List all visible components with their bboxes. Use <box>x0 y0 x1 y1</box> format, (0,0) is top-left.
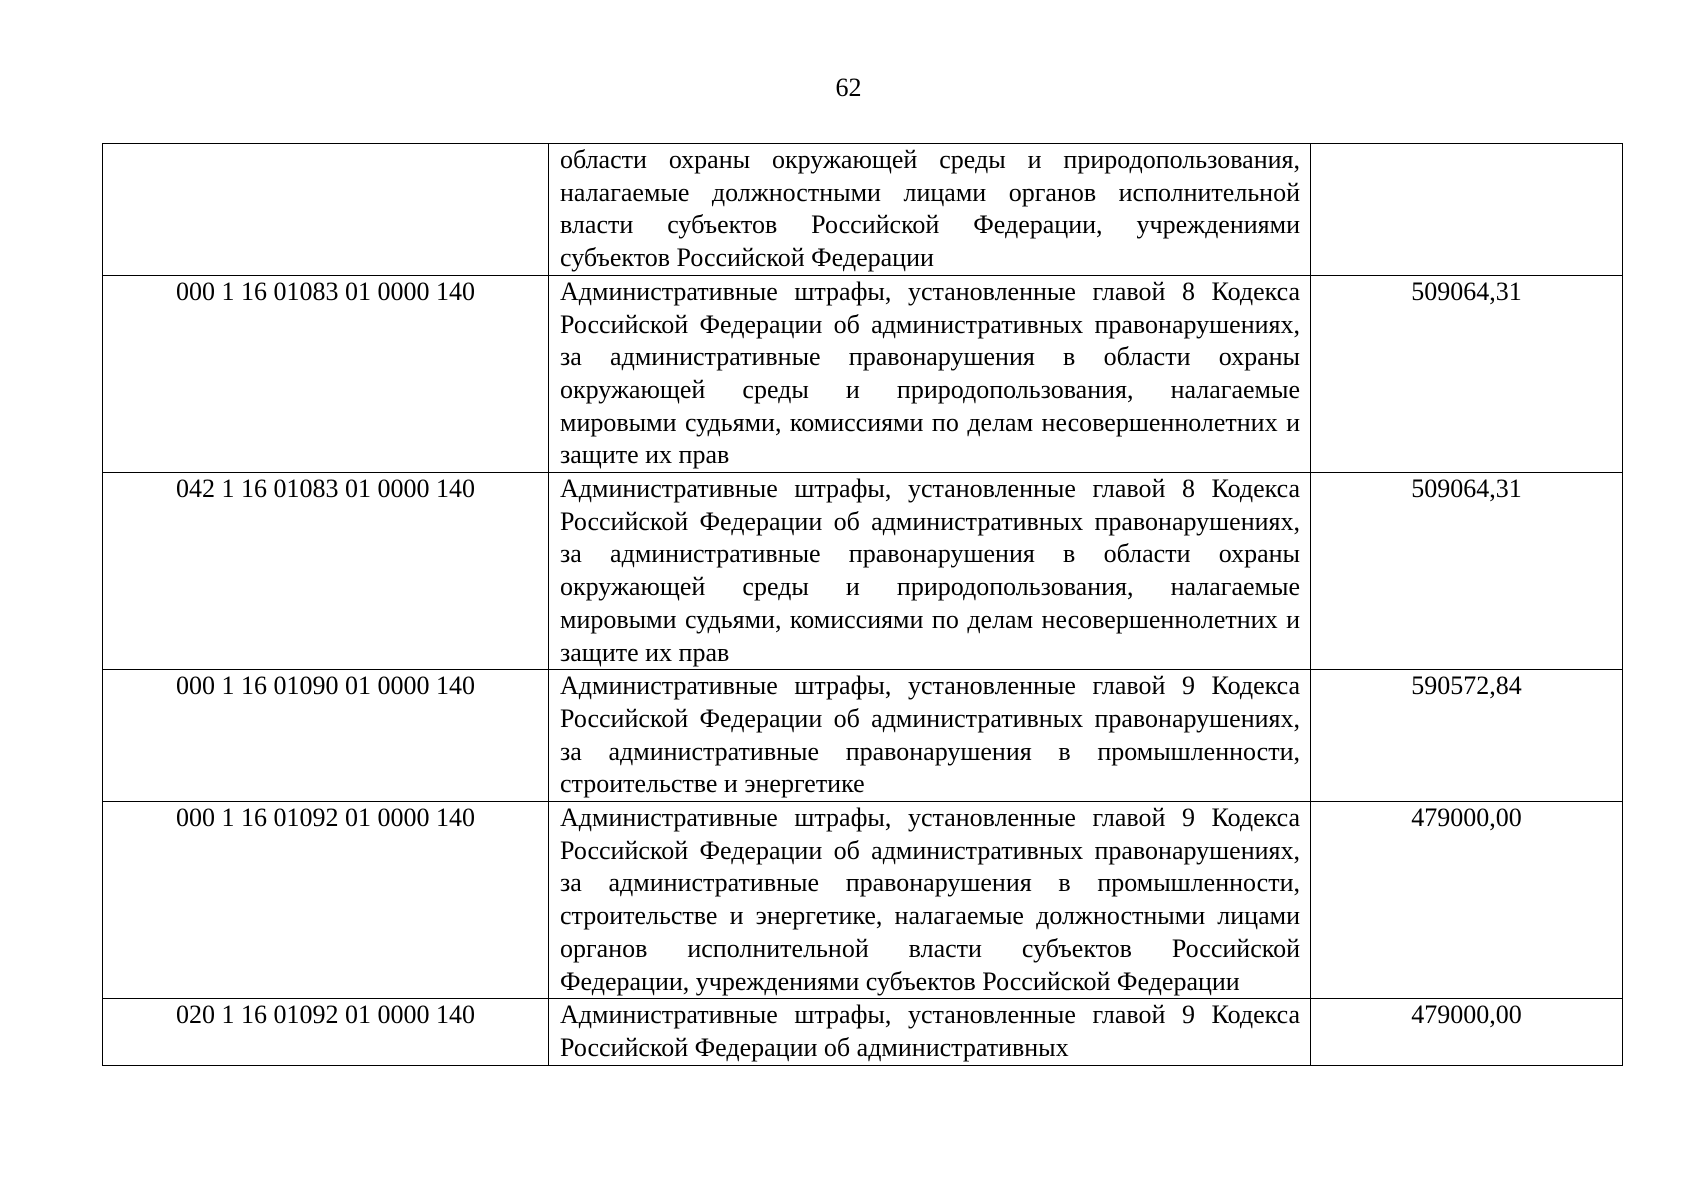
revenue-name: Административные штрафы, установленные главой 9 Кодекса Российской Федерации об административных правонарушениях, за административные правонарушения в промышленности, строительстве и энергетике, налагаемые должностными лицами органов исполнительной власти субъектов Российской Федерации, учреждениями субъектов Российской Федерации <box>549 802 1311 999</box>
revenue-name: Административные штрафы, установленные главой 8 Кодекса Российской Федерации об административных правонарушениях, за административные правонарушения в области охраны окружающей среды и природопользования, налагаемые мировыми судьями, комиссиями по делам несовершеннолетних и защите их прав <box>549 275 1311 472</box>
amount: 590572,84 <box>1311 670 1623 802</box>
amount: 509064,31 <box>1311 473 1623 670</box>
budget-code: 000 1 16 01090 01 0000 140 <box>103 670 549 802</box>
revenue-name: Административные штрафы, установленные главой 9 Кодекса Российской Федерации об административных правонарушениях, за административные правонарушения в промышленности, строительстве и энергетике <box>549 670 1311 802</box>
amount <box>1311 144 1623 276</box>
table-row <box>103 144 1623 276</box>
budget-code: 000 1 16 01083 01 0000 140 <box>103 275 549 472</box>
table-row <box>103 999 1623 1065</box>
page-number: 62 <box>835 73 862 102</box>
revenue-name: области охраны окружающей среды и природопользования, налагаемые должностными лицами органов исполнительной власти субъектов Российской Федерации, учреждениями субъектов Российской Федерации <box>549 144 1311 276</box>
revenue-name: Административные штрафы, установленные главой 8 Кодекса Российской Федерации об административных правонарушениях, за административные правонарушения в области охраны окружающей среды и природопользования, налагаемые мировыми судьями, комиссиями по делам несовершеннолетних и защите их прав <box>549 473 1311 670</box>
budget-code: 042 1 16 01083 01 0000 140 <box>103 473 549 670</box>
budget-table <box>102 143 1623 1066</box>
table-row <box>103 670 1623 802</box>
table-row <box>103 802 1623 999</box>
amount: 479000,00 <box>1311 802 1623 999</box>
budget-code: 020 1 16 01092 01 0000 140 <box>103 999 549 1065</box>
budget-code: 000 1 16 01092 01 0000 140 <box>103 802 549 999</box>
table-row <box>103 275 1623 472</box>
amount: 509064,31 <box>1311 275 1623 472</box>
revenue-name: Административные штрафы, установленные главой 9 Кодекса Российской Федерации об административных <box>549 999 1311 1065</box>
table-row <box>103 473 1623 670</box>
budget-code <box>103 144 549 276</box>
amount: 479000,00 <box>1311 999 1623 1065</box>
